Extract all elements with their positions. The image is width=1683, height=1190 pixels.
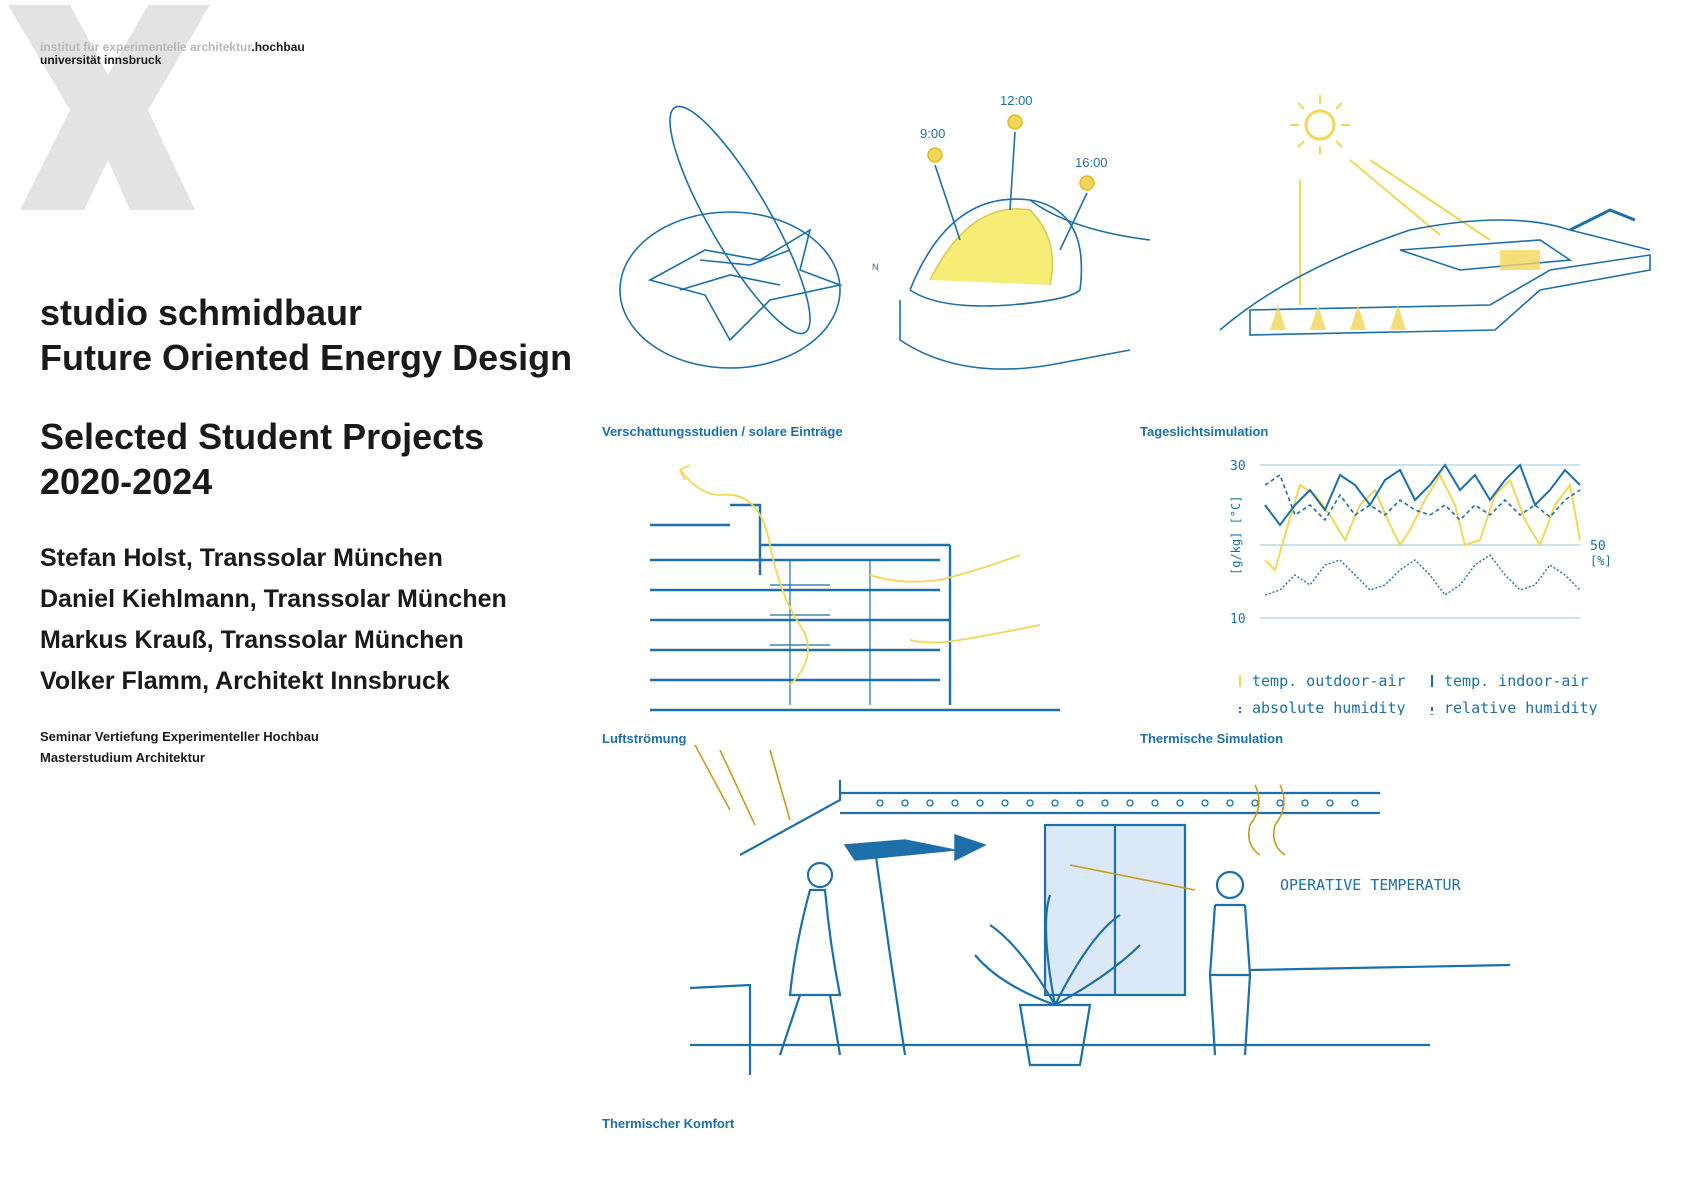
y-left-label: [g/kg] [°C] <box>1229 495 1243 575</box>
series-indoor-line <box>1265 465 1580 525</box>
person: Daniel Kiehlmann, Transsolar München <box>40 585 507 613</box>
caption-airflow: Luftströmung <box>602 731 687 746</box>
legend-outdoor: temp. outdoor-air <box>1252 672 1406 690</box>
course-info <box>40 726 319 768</box>
airflow-sketch <box>640 455 1070 720</box>
thermal-simulation-chart <box>1210 445 1650 715</box>
operative-temperature-label: OPERATIVE TEMPERATUR <box>1280 876 1461 894</box>
page-subtitle <box>40 414 484 504</box>
shading-study-sketch <box>610 90 1170 410</box>
y-right-label: [%] <box>1590 554 1612 568</box>
caption-daylight: Tageslichtsimulation <box>1140 424 1269 439</box>
institute-name-dark: .hochbau <box>251 40 305 54</box>
daylight-sketch <box>1210 90 1670 370</box>
course-line-2: Masterstudium Architektur <box>40 750 205 765</box>
person: Stefan Holst, Transsolar München <box>40 544 443 572</box>
person: Markus Krauß, Transsolar München <box>40 626 464 654</box>
subtitle-line-2: 2020-2024 <box>40 461 213 502</box>
y-tick-10: 10 <box>1230 612 1246 627</box>
time-label-9: 9:00 <box>920 126 946 141</box>
caption-thermal-comfort: Thermischer Komfort <box>602 1116 735 1131</box>
north-label: N <box>872 262 879 272</box>
page-title <box>40 290 572 380</box>
title-line-1: studio schmidbaur <box>40 292 363 333</box>
legend-indoor: temp. indoor-air <box>1444 672 1589 690</box>
legend-absolute: absolute humidity <box>1252 699 1406 715</box>
university-name: universität innsbruck <box>40 53 162 67</box>
course-line-1: Seminar Vertiefung Experimenteller Hochbau <box>40 729 319 744</box>
series-outdoor-line <box>1265 475 1580 570</box>
time-label-12: 12:00 <box>1000 93 1033 108</box>
time-label-16: 16:00 <box>1075 155 1108 170</box>
y-right-tick-50: 50 <box>1590 539 1606 554</box>
institute-name-grey: institut für experimentelle architektur <box>40 40 252 54</box>
institute-logo-x <box>0 0 215 215</box>
title-line-2: Future Oriented Energy Design <box>40 337 573 378</box>
caption-shading: Verschattungsstudien / solare Einträge <box>602 424 843 439</box>
legend-relative: relative humidity <box>1444 699 1598 715</box>
y-tick-30: 30 <box>1230 459 1246 474</box>
caption-thermal-simulation: Thermische Simulation <box>1140 731 1284 746</box>
series-absolute-humidity-line <box>1265 555 1580 595</box>
person: Volker Flamm, Architekt Innsbruck <box>40 667 450 695</box>
thermal-comfort-sketch <box>690 745 1510 1085</box>
subtitle-line-1: Selected Student Projects <box>40 416 485 457</box>
institute-header <box>40 41 305 67</box>
people-list <box>40 538 507 702</box>
